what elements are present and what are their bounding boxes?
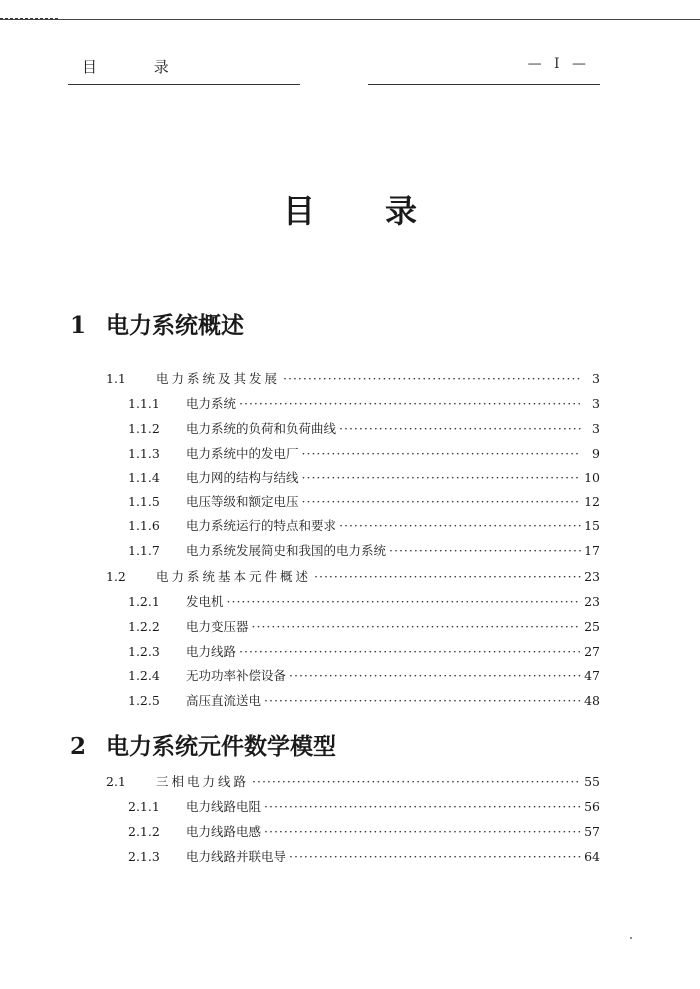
toc-title: 电力系统发展简史和我国的电力系统 [186,543,387,558]
toc-subsection-entry[interactable] [128,641,600,663]
toc-leader [302,443,581,465]
toc-title: 电压等级和额定电压 [186,494,299,509]
toc-section-entry[interactable] [106,566,600,588]
top-edge-rule [0,19,700,20]
toc-leader [239,393,581,415]
toc-leader [264,821,581,843]
toc-page: 27 [584,644,600,659]
toc-page: 17 [584,543,600,558]
toc-number: 2.1 [106,774,126,789]
toc-title: 电力系统及其发展 [156,371,281,386]
toc-title: 电力变压器 [186,619,249,634]
toc-page: 55 [584,774,600,789]
page-title: 目录 [282,192,487,230]
toc-subsection-entry[interactable] [128,418,600,440]
toc-page: 3 [592,421,600,436]
toc-page: 9 [592,446,600,461]
toc-number: 1.2.4 [128,668,160,683]
toc-title: 高压直流送电 [186,693,262,708]
toc-title: 电力系统中的发电厂 [186,446,299,461]
toc-leader [252,616,581,638]
toc-number: 1.1.7 [128,543,160,558]
chapter-number: 2 [70,733,87,760]
header-rule-right [368,84,600,85]
toc-leader [302,491,581,513]
toc-title: 无功功率补偿设备 [186,668,287,683]
toc-leader [302,467,581,489]
toc-title: 电力线路 [186,644,237,659]
toc-title: 电力线路电感 [186,824,262,839]
toc-leader [339,515,581,537]
running-header [68,56,600,86]
toc-leader [289,665,581,687]
toc-section-entry[interactable] [106,771,600,793]
toc-leader [339,418,581,440]
toc-title: 电力网的结构与结线 [186,470,299,485]
toc-leader [239,641,581,663]
header-rule-left [68,84,300,85]
toc-title: 电力系统基本元件概述 [156,569,312,584]
toc-subsection-entry[interactable] [128,491,600,513]
toc-number: 1.1.2 [128,421,160,436]
toc-page: 56 [584,799,600,814]
toc-title: 电力系统运行的特点和要求 [186,518,337,533]
toc-leader [252,771,581,793]
toc-page: 57 [584,824,600,839]
toc-leader [227,591,581,613]
toc-number: 2.1.1 [128,799,160,814]
toc-subsection-entry[interactable] [128,591,600,613]
chapter-title: 电力系统元件数学模型 [106,734,336,760]
toc-number: 1.2.1 [128,594,160,609]
toc-subsection-entry[interactable] [128,690,600,712]
toc-title: 发电机 [186,594,224,609]
toc-title: 三相电力线路 [156,774,250,789]
toc-page: 25 [584,619,600,634]
toc-subsection-entry[interactable] [128,796,600,818]
toc-subsection-entry[interactable] [128,846,600,868]
toc-subsection-entry[interactable] [128,665,600,687]
toc-title: 电力系统 [186,396,237,411]
toc-subsection-entry[interactable] [128,443,600,465]
toc-number: 1.1.6 [128,518,160,533]
toc-title: 电力线路并联电导 [186,849,287,864]
toc-leader [283,368,581,390]
toc-subsection-entry[interactable] [128,616,600,638]
chapter-heading-2 [70,728,336,761]
toc-number: 2.1.2 [128,824,160,839]
toc-page: 3 [592,396,600,411]
toc-number: 2.1.3 [128,849,160,864]
toc-number: 1.2.2 [128,619,160,634]
toc-subsection-entry[interactable] [128,540,600,562]
toc-number: 1.1.5 [128,494,160,509]
toc-leader [289,846,581,868]
toc-page: 12 [584,494,600,509]
chapter-title: 电力系统概述 [106,313,244,339]
toc-subsection-entry[interactable] [128,515,600,537]
toc-page: 23 [584,569,600,584]
toc-page: 23 [584,594,600,609]
toc-title: 电力线路电阻 [186,799,262,814]
toc-number: 1.1.3 [128,446,160,461]
toc-page: 10 [584,470,600,485]
toc-subsection-entry[interactable] [128,821,600,843]
toc-number: 1.1.1 [128,396,160,411]
toc-leader [264,690,581,712]
toc-page: 64 [584,849,600,864]
running-header-left: 目 录 [82,58,195,76]
toc-number: 1.2 [106,569,126,584]
toc-leader [314,566,581,588]
toc-leader [264,796,581,818]
chapter-number: 1 [70,312,87,339]
toc-page: 3 [592,371,600,386]
toc-number: 1.1 [106,371,126,386]
toc-page: 48 [584,693,600,708]
toc-number: 1.2.5 [128,693,160,708]
toc-section-entry[interactable] [106,368,600,390]
toc-subsection-entry[interactable] [128,467,600,489]
toc-subsection-entry[interactable] [128,393,600,415]
toc-number: 1.1.4 [128,470,160,485]
toc-page: 15 [584,518,600,533]
chapter-heading-1 [70,307,244,340]
toc-leader [389,540,581,562]
toc-number: 1.2.3 [128,644,160,659]
scan-speck [630,937,632,939]
toc-title: 电力系统的负荷和负荷曲线 [186,421,337,436]
page-number-header: — I — [527,56,590,72]
toc-page: 47 [584,668,600,683]
